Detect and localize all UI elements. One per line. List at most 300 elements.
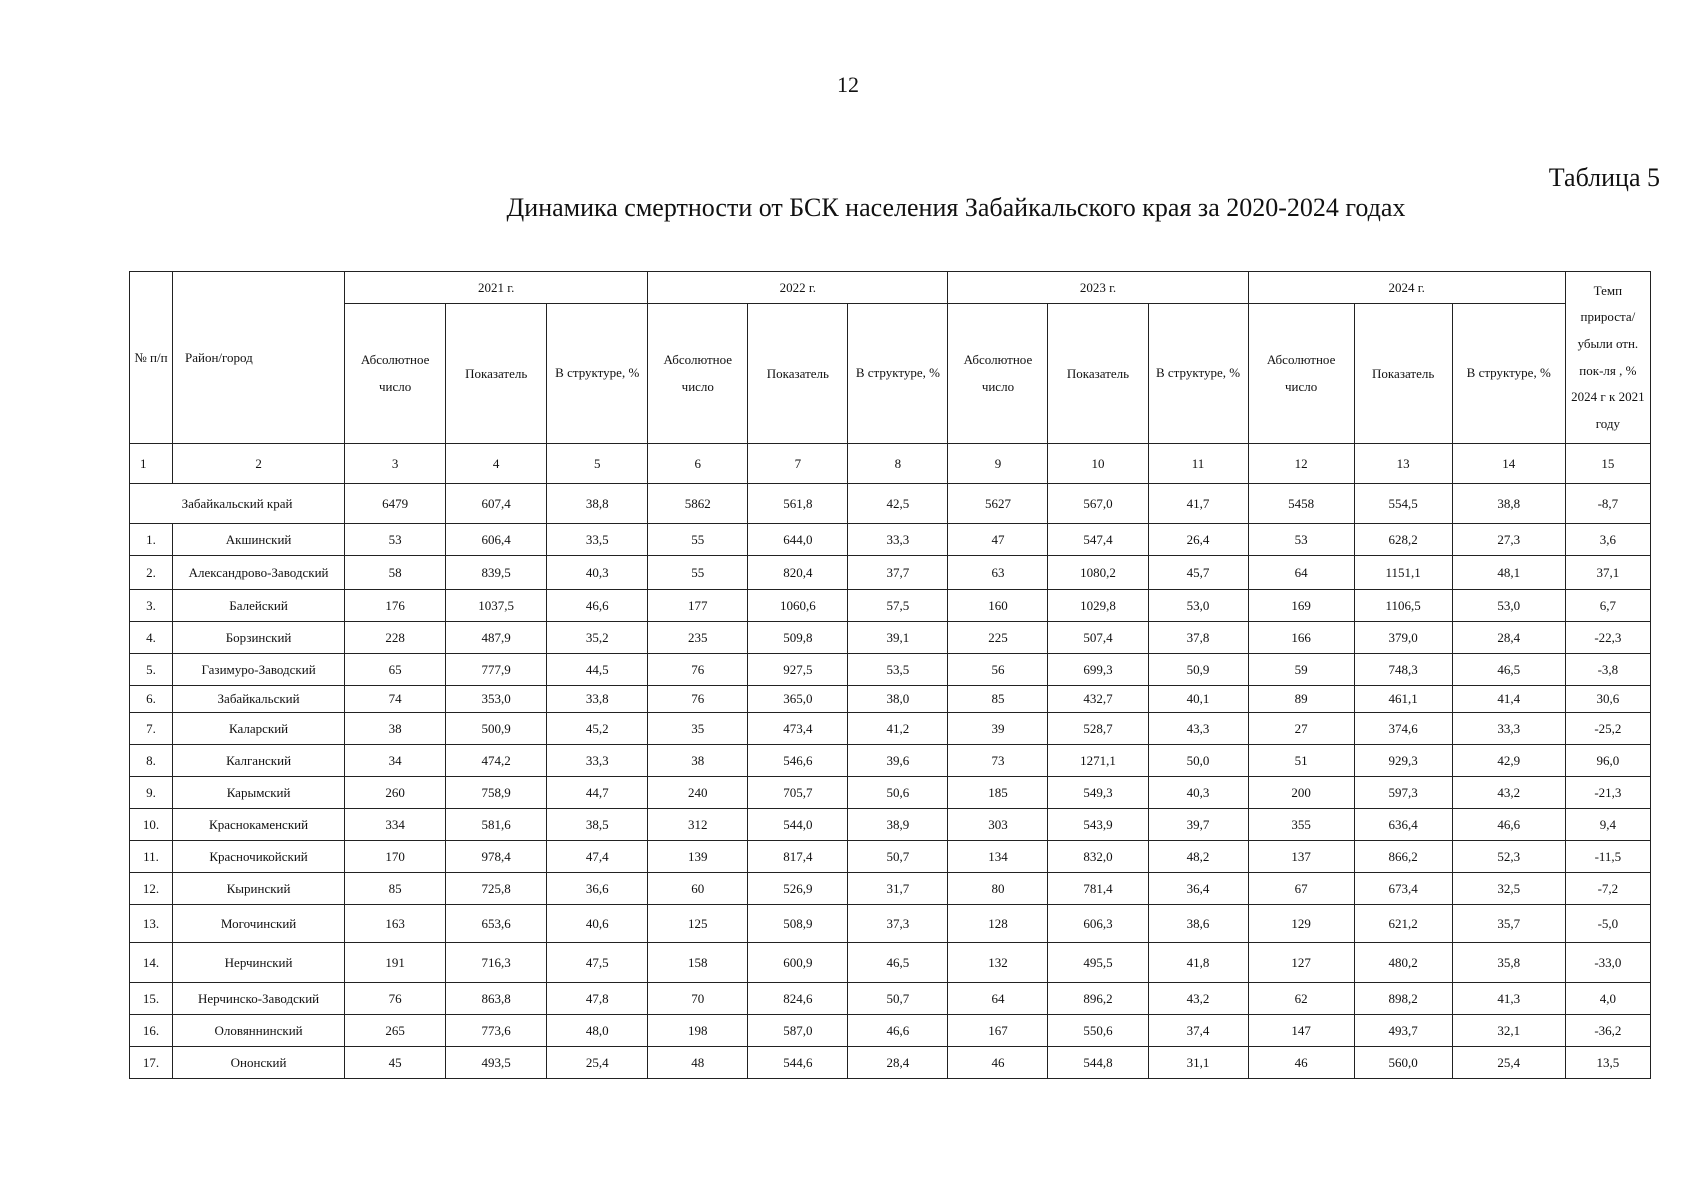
value-cell: 70	[648, 983, 748, 1015]
value-cell: 56	[948, 654, 1048, 686]
value-cell: 63	[948, 556, 1048, 590]
value-cell: 3,6	[1565, 524, 1650, 556]
header-year-2023: 2023 г.	[948, 272, 1248, 304]
value-cell: 191	[345, 943, 446, 983]
value-cell: 38	[648, 745, 748, 777]
value-cell: 60	[648, 873, 748, 905]
region-name-cell: Александрово-Заводский	[173, 556, 345, 590]
region-name-cell: Газимуро-Заводский	[173, 654, 345, 686]
row-number-cell: 15.	[130, 983, 173, 1015]
value-cell: 1029,8	[1048, 590, 1148, 622]
value-cell: 85	[345, 873, 446, 905]
header-abs-number: Абсолютное число	[345, 304, 446, 444]
value-cell: 587,0	[748, 1015, 848, 1047]
table-row	[130, 905, 1651, 943]
value-cell: 38,5	[547, 809, 648, 841]
header-index: Показатель	[1354, 304, 1452, 444]
value-cell: 37,8	[1148, 622, 1248, 654]
value-cell: 927,5	[748, 654, 848, 686]
value-cell: 495,5	[1048, 943, 1148, 983]
row-number-cell: 6.	[130, 686, 173, 713]
value-cell: 546,6	[748, 745, 848, 777]
value-cell: 28,4	[1452, 622, 1565, 654]
column-number-cell: 9	[948, 444, 1048, 484]
total-value-cell: 567,0	[1048, 484, 1148, 524]
value-cell: 606,4	[446, 524, 547, 556]
value-cell: 493,7	[1354, 1015, 1452, 1047]
value-cell: 31,1	[1148, 1047, 1248, 1079]
value-cell: 25,4	[547, 1047, 648, 1079]
value-cell: 474,2	[446, 745, 547, 777]
value-cell: 508,9	[748, 905, 848, 943]
value-cell: 39,7	[1148, 809, 1248, 841]
value-cell: 41,8	[1148, 943, 1248, 983]
column-number-cell: 1	[130, 444, 173, 484]
value-cell: 129	[1248, 905, 1354, 943]
total-value-cell: 5862	[648, 484, 748, 524]
value-cell: 781,4	[1048, 873, 1148, 905]
row-number-cell: 2.	[130, 556, 173, 590]
value-cell: -5,0	[1565, 905, 1650, 943]
value-cell: 53,0	[1452, 590, 1565, 622]
value-cell: 33,5	[547, 524, 648, 556]
header-index: Показатель	[748, 304, 848, 444]
region-name-cell: Оловяннинский	[173, 1015, 345, 1047]
value-cell: 39,6	[848, 745, 948, 777]
value-cell: 547,4	[1048, 524, 1148, 556]
value-cell: 50,9	[1148, 654, 1248, 686]
value-cell: 35,2	[547, 622, 648, 654]
value-cell: 705,7	[748, 777, 848, 809]
header-structure-pct: В структуре, %	[848, 304, 948, 444]
value-cell: 353,0	[446, 686, 547, 713]
total-value-cell: 561,8	[748, 484, 848, 524]
table-row	[130, 1015, 1651, 1047]
value-cell: 169	[1248, 590, 1354, 622]
region-name-cell: Каларский	[173, 713, 345, 745]
value-cell: 51	[1248, 745, 1354, 777]
value-cell: 47,8	[547, 983, 648, 1015]
header-growth-rate: Темп прироста/ убыли отн. пок-ля , % 2024 г к 2021 году	[1565, 272, 1650, 444]
value-cell: 528,7	[1048, 713, 1148, 745]
value-cell: 134	[948, 841, 1048, 873]
value-cell: 699,3	[1048, 654, 1148, 686]
header-abs-number: Абсолютное число	[648, 304, 748, 444]
value-cell: 96,0	[1565, 745, 1650, 777]
header-structure-pct: В структуре, %	[1452, 304, 1565, 444]
value-cell: 487,9	[446, 622, 547, 654]
total-value-cell: -8,7	[1565, 484, 1650, 524]
value-cell: 777,9	[446, 654, 547, 686]
value-cell: 74	[345, 686, 446, 713]
value-cell: 500,9	[446, 713, 547, 745]
column-number-cell: 3	[345, 444, 446, 484]
value-cell: 365,0	[748, 686, 848, 713]
total-value-cell: 5627	[948, 484, 1048, 524]
value-cell: 600,9	[748, 943, 848, 983]
row-number-cell: 12.	[130, 873, 173, 905]
column-number-cell: 12	[1248, 444, 1354, 484]
value-cell: 45,2	[547, 713, 648, 745]
value-cell: 47	[948, 524, 1048, 556]
value-cell: 200	[1248, 777, 1354, 809]
value-cell: 334	[345, 809, 446, 841]
value-cell: 89	[1248, 686, 1354, 713]
value-cell: 50,0	[1148, 745, 1248, 777]
value-cell: 544,6	[748, 1047, 848, 1079]
value-cell: 526,9	[748, 873, 848, 905]
value-cell: -21,3	[1565, 777, 1650, 809]
row-number-cell: 3.	[130, 590, 173, 622]
table-row	[130, 622, 1651, 654]
value-cell: 636,4	[1354, 809, 1452, 841]
value-cell: 73	[948, 745, 1048, 777]
value-cell: 76	[648, 654, 748, 686]
value-cell: 40,3	[547, 556, 648, 590]
table-row	[130, 983, 1651, 1015]
value-cell: 493,5	[446, 1047, 547, 1079]
value-cell: 38,9	[848, 809, 948, 841]
row-number-cell: 4.	[130, 622, 173, 654]
value-cell: 53	[1248, 524, 1354, 556]
value-cell: 198	[648, 1015, 748, 1047]
value-cell: 46,5	[1452, 654, 1565, 686]
value-cell: 560,0	[1354, 1047, 1452, 1079]
value-cell: 50,6	[848, 777, 948, 809]
value-cell: 147	[1248, 1015, 1354, 1047]
value-cell: 31,7	[848, 873, 948, 905]
total-value-cell: 38,8	[547, 484, 648, 524]
value-cell: 379,0	[1354, 622, 1452, 654]
value-cell: 76	[345, 983, 446, 1015]
value-cell: 176	[345, 590, 446, 622]
value-cell: 37,1	[1565, 556, 1650, 590]
value-cell: 725,8	[446, 873, 547, 905]
region-name-cell: Нерчинско-Заводский	[173, 983, 345, 1015]
value-cell: 47,5	[547, 943, 648, 983]
value-cell: 44,7	[547, 777, 648, 809]
value-cell: 158	[648, 943, 748, 983]
value-cell: 40,6	[547, 905, 648, 943]
page-number: 12	[837, 72, 859, 97]
value-cell: 473,4	[748, 713, 848, 745]
table-title: Динамика смертности от БСК населения Забайкальского края за 2020-2024 годах	[506, 193, 1406, 222]
value-cell: 303	[948, 809, 1048, 841]
column-number-cell: 15	[1565, 444, 1650, 484]
value-cell: 33,3	[848, 524, 948, 556]
value-cell: 38	[345, 713, 446, 745]
table-row	[130, 686, 1651, 713]
table-row	[130, 556, 1651, 590]
value-cell: 46,6	[1452, 809, 1565, 841]
value-cell: -36,2	[1565, 1015, 1650, 1047]
value-cell: 27	[1248, 713, 1354, 745]
value-cell: 127	[1248, 943, 1354, 983]
value-cell: 125	[648, 905, 748, 943]
value-cell: 550,6	[1048, 1015, 1148, 1047]
value-cell: 45	[345, 1047, 446, 1079]
header-structure-pct: В структуре, %	[1148, 304, 1248, 444]
value-cell: 866,2	[1354, 841, 1452, 873]
value-cell: 240	[648, 777, 748, 809]
value-cell: 48,1	[1452, 556, 1565, 590]
total-region-name: Забайкальский край	[130, 484, 345, 524]
value-cell: 716,3	[446, 943, 547, 983]
value-cell: 166	[1248, 622, 1354, 654]
value-cell: 38,0	[848, 686, 948, 713]
value-cell: 163	[345, 905, 446, 943]
region-name-cell: Балейский	[173, 590, 345, 622]
value-cell: 50,7	[848, 983, 948, 1015]
header-index: Показатель	[1048, 304, 1148, 444]
region-name-cell: Кыринский	[173, 873, 345, 905]
value-cell: 177	[648, 590, 748, 622]
region-name-cell: Калганский	[173, 745, 345, 777]
value-cell: 55	[648, 556, 748, 590]
value-cell: 33,3	[1452, 713, 1565, 745]
value-cell: 1060,6	[748, 590, 848, 622]
value-cell: 863,8	[446, 983, 547, 1015]
region-name-cell: Ононский	[173, 1047, 345, 1079]
table-body	[130, 444, 1651, 1079]
value-cell: 235	[648, 622, 748, 654]
value-cell: 35,7	[1452, 905, 1565, 943]
value-cell: 43,3	[1148, 713, 1248, 745]
row-number-cell: 1.	[130, 524, 173, 556]
value-cell: 606,3	[1048, 905, 1148, 943]
column-number-row	[130, 444, 1651, 484]
value-cell: 48,0	[547, 1015, 648, 1047]
value-cell: 898,2	[1354, 983, 1452, 1015]
value-cell: 48	[648, 1047, 748, 1079]
value-cell: 1271,1	[1048, 745, 1148, 777]
value-cell: 52,3	[1452, 841, 1565, 873]
value-cell: 46,5	[848, 943, 948, 983]
value-cell: 53	[345, 524, 446, 556]
value-cell: 76	[648, 686, 748, 713]
value-cell: 43,2	[1452, 777, 1565, 809]
region-name-cell: Карымский	[173, 777, 345, 809]
header-abs-number: Абсолютное число	[1248, 304, 1354, 444]
row-number-cell: 7.	[130, 713, 173, 745]
row-number-cell: 13.	[130, 905, 173, 943]
row-number-cell: 16.	[130, 1015, 173, 1047]
value-cell: 64	[948, 983, 1048, 1015]
region-name-cell: Борзинский	[173, 622, 345, 654]
row-number-cell: 5.	[130, 654, 173, 686]
table-row	[130, 745, 1651, 777]
value-cell: 1106,5	[1354, 590, 1452, 622]
value-cell: 41,4	[1452, 686, 1565, 713]
value-cell: 644,0	[748, 524, 848, 556]
value-cell: 35	[648, 713, 748, 745]
value-cell: 265	[345, 1015, 446, 1047]
value-cell: 543,9	[1048, 809, 1148, 841]
value-cell: 160	[948, 590, 1048, 622]
header-year-2022: 2022 г.	[648, 272, 948, 304]
total-value-cell: 42,5	[848, 484, 948, 524]
value-cell: 139	[648, 841, 748, 873]
column-number-cell: 6	[648, 444, 748, 484]
value-cell: 824,6	[748, 983, 848, 1015]
row-number-cell: 17.	[130, 1047, 173, 1079]
value-cell: 35,8	[1452, 943, 1565, 983]
value-cell: 37,7	[848, 556, 948, 590]
value-cell: 38,6	[1148, 905, 1248, 943]
value-cell: 628,2	[1354, 524, 1452, 556]
value-cell: -33,0	[1565, 943, 1650, 983]
header-year-2024: 2024 г.	[1248, 272, 1565, 304]
value-cell: 817,4	[748, 841, 848, 873]
value-cell: 355	[1248, 809, 1354, 841]
table-row	[130, 777, 1651, 809]
value-cell: 1080,2	[1048, 556, 1148, 590]
value-cell: 40,3	[1148, 777, 1248, 809]
column-number-cell: 2	[173, 444, 345, 484]
value-cell: 228	[345, 622, 446, 654]
value-cell: 27,3	[1452, 524, 1565, 556]
value-cell: 57,5	[848, 590, 948, 622]
value-cell: 432,7	[1048, 686, 1148, 713]
value-cell: 225	[948, 622, 1048, 654]
value-cell: 34	[345, 745, 446, 777]
table-row	[130, 1047, 1651, 1079]
column-number-cell: 8	[848, 444, 948, 484]
total-value-cell: 554,5	[1354, 484, 1452, 524]
value-cell: 32,5	[1452, 873, 1565, 905]
region-name-cell: Красночикойский	[173, 841, 345, 873]
value-cell: 137	[1248, 841, 1354, 873]
value-cell: 929,3	[1354, 745, 1452, 777]
value-cell: 896,2	[1048, 983, 1148, 1015]
region-name-cell: Краснокаменский	[173, 809, 345, 841]
value-cell: 581,6	[446, 809, 547, 841]
value-cell: 544,0	[748, 809, 848, 841]
value-cell: 36,4	[1148, 873, 1248, 905]
value-cell: 480,2	[1354, 943, 1452, 983]
value-cell: 33,8	[547, 686, 648, 713]
value-cell: 62	[1248, 983, 1354, 1015]
value-cell: 128	[948, 905, 1048, 943]
value-cell: 461,1	[1354, 686, 1452, 713]
region-name-cell: Могочинский	[173, 905, 345, 943]
value-cell: -7,2	[1565, 873, 1650, 905]
value-cell: 44,5	[547, 654, 648, 686]
value-cell: 80	[948, 873, 1048, 905]
value-cell: 748,3	[1354, 654, 1452, 686]
header-structure-pct: В структуре, %	[547, 304, 648, 444]
row-number-cell: 10.	[130, 809, 173, 841]
value-cell: 820,4	[748, 556, 848, 590]
row-number-cell: 14.	[130, 943, 173, 983]
value-cell: 65	[345, 654, 446, 686]
total-value-cell: 38,8	[1452, 484, 1565, 524]
value-cell: 26,4	[1148, 524, 1248, 556]
value-cell: 46,6	[848, 1015, 948, 1047]
value-cell: -3,8	[1565, 654, 1650, 686]
value-cell: 374,6	[1354, 713, 1452, 745]
column-number-cell: 4	[446, 444, 547, 484]
value-cell: 48,2	[1148, 841, 1248, 873]
mortality-table	[129, 271, 1651, 1079]
value-cell: 4,0	[1565, 983, 1650, 1015]
value-cell: 544,8	[1048, 1047, 1148, 1079]
total-row	[130, 484, 1651, 524]
row-number-cell: 8.	[130, 745, 173, 777]
total-value-cell: 607,4	[446, 484, 547, 524]
value-cell: 67	[1248, 873, 1354, 905]
value-cell: 621,2	[1354, 905, 1452, 943]
value-cell: 25,4	[1452, 1047, 1565, 1079]
value-cell: 597,3	[1354, 777, 1452, 809]
total-value-cell: 41,7	[1148, 484, 1248, 524]
value-cell: 773,6	[446, 1015, 547, 1047]
value-cell: 33,3	[547, 745, 648, 777]
value-cell: 260	[345, 777, 446, 809]
value-cell: 39,1	[848, 622, 948, 654]
value-cell: 978,4	[446, 841, 547, 873]
value-cell: 549,3	[1048, 777, 1148, 809]
value-cell: 59	[1248, 654, 1354, 686]
table-label: Таблица 5	[1548, 163, 1660, 192]
value-cell: -22,3	[1565, 622, 1650, 654]
table-row	[130, 873, 1651, 905]
table-row	[130, 524, 1651, 556]
value-cell: 43,2	[1148, 983, 1248, 1015]
value-cell: -25,2	[1565, 713, 1650, 745]
table-row	[130, 654, 1651, 686]
value-cell: 653,6	[446, 905, 547, 943]
value-cell: 132	[948, 943, 1048, 983]
total-value-cell: 6479	[345, 484, 446, 524]
column-number-cell: 10	[1048, 444, 1148, 484]
value-cell: 6,7	[1565, 590, 1650, 622]
value-cell: 509,8	[748, 622, 848, 654]
column-number-cell: 11	[1148, 444, 1248, 484]
value-cell: 170	[345, 841, 446, 873]
value-cell: 46	[948, 1047, 1048, 1079]
value-cell: 41,3	[1452, 983, 1565, 1015]
value-cell: 312	[648, 809, 748, 841]
value-cell: 39	[948, 713, 1048, 745]
value-cell: 32,1	[1452, 1015, 1565, 1047]
header-year-2021: 2021 г.	[345, 272, 648, 304]
column-number-cell: 7	[748, 444, 848, 484]
value-cell: 507,4	[1048, 622, 1148, 654]
column-number-cell: 14	[1452, 444, 1565, 484]
column-number-cell: 13	[1354, 444, 1452, 484]
value-cell: 37,3	[848, 905, 948, 943]
header-num: № п/п	[130, 272, 173, 444]
value-cell: 832,0	[1048, 841, 1148, 873]
value-cell: 46	[1248, 1047, 1354, 1079]
header-region: Район/город	[173, 272, 345, 444]
value-cell: 36,6	[547, 873, 648, 905]
value-cell: 1151,1	[1354, 556, 1452, 590]
value-cell: 85	[948, 686, 1048, 713]
value-cell: 167	[948, 1015, 1048, 1047]
value-cell: 47,4	[547, 841, 648, 873]
table-row	[130, 809, 1651, 841]
row-number-cell: 9.	[130, 777, 173, 809]
region-name-cell: Забайкальский	[173, 686, 345, 713]
table-row	[130, 841, 1651, 873]
header-index: Показатель	[446, 304, 547, 444]
value-cell: 9,4	[1565, 809, 1650, 841]
header-abs-number: Абсолютное число	[948, 304, 1048, 444]
table-row	[130, 713, 1651, 745]
value-cell: 53,5	[848, 654, 948, 686]
